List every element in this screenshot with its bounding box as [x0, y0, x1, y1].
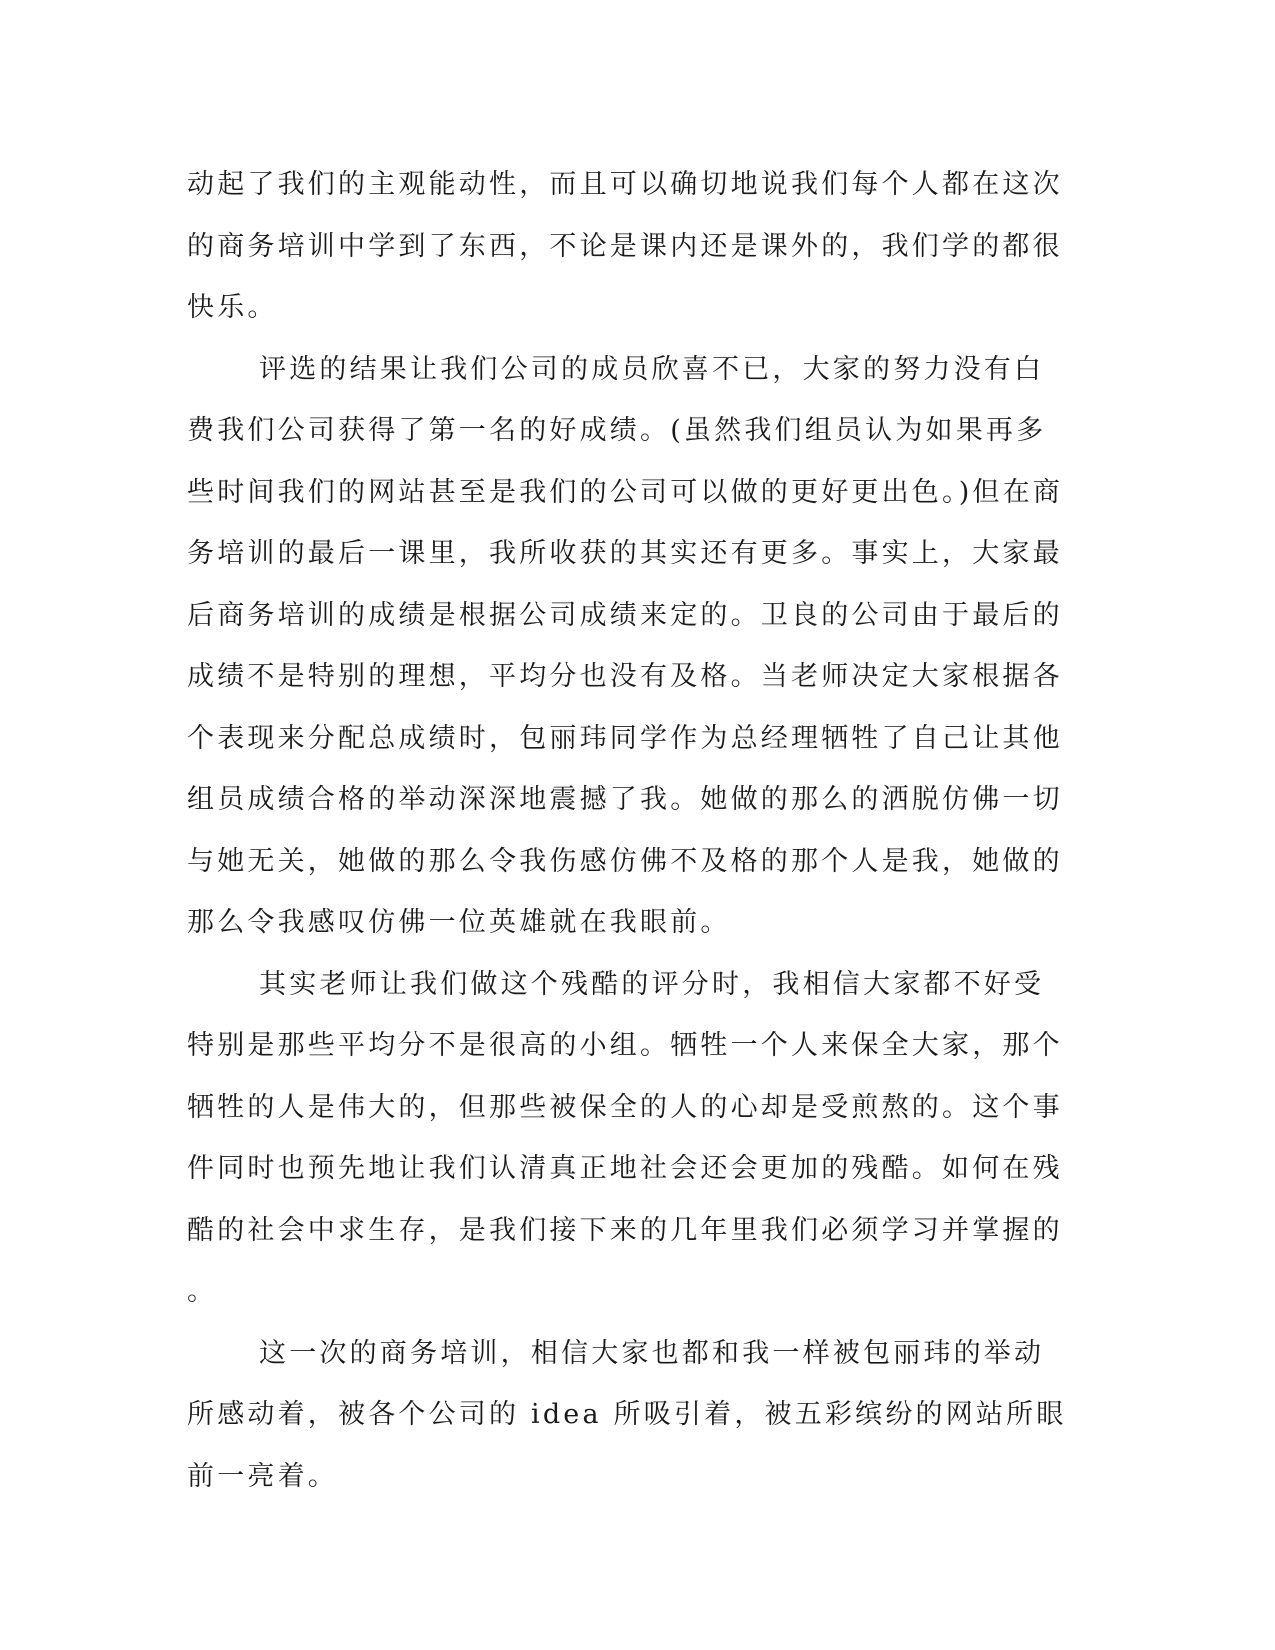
paragraph-3: 其实老师让我们做这个残酷的评分时，我相信大家都不好受特别是那些平均分不是很高的小组。牺牲一个人来保全大家，那个牺牲的人是伟大的，但那些被保全的人的心却是受煎熬的。这个事件同时也预先地让我们认清真正地社会还会更加的残酷。如何在残酷的社会中求生存，是我们接下来的几年里我们必须学习并掌握的。 [187, 968, 1063, 1307]
paragraph-1: 动起了我们的主观能动性，而且可以确切地说我们每个人都在这次的商务培训中学到了东西，不论是课内还是课外的，我们学的都很快乐。 [187, 169, 1063, 323]
body-text [187, 154, 1067, 1507]
paragraph-4: 这一次的商务培训，相信大家也都和我一样被包丽玮的举动所感动着，被各个公司的 idea 所吸引着，被五彩缤纷的网站所眼前一亮着。 [187, 1337, 1067, 1492]
paragraph-2: 评选的结果让我们公司的成员欣喜不已，大家的努力没有白费我们公司获得了第一名的好成绩。(虽然我们组员认为如果再多些时间我们的网站甚至是我们的公司可以做的更好更出色。)但在商务培训的最后一课里，我所收获的其实还有更多。事实上，大家最后商务培训的成绩是根据公司成绩来定的。卫良的公司由于最后的成绩不是特别的理想，平均分也没有及格。当老师决定大家根据各个表现来分配总成绩时，包丽玮同学作为总经理牺牲了自己让其他组员成绩合格的举动深深地震撼了我。她做的那么的洒脱仿佛一切与她无关，她做的那么令我伤感仿佛不及格的那个人是我，她做的那么令我感叹仿佛一位英雄就在我眼前。 [187, 353, 1064, 938]
